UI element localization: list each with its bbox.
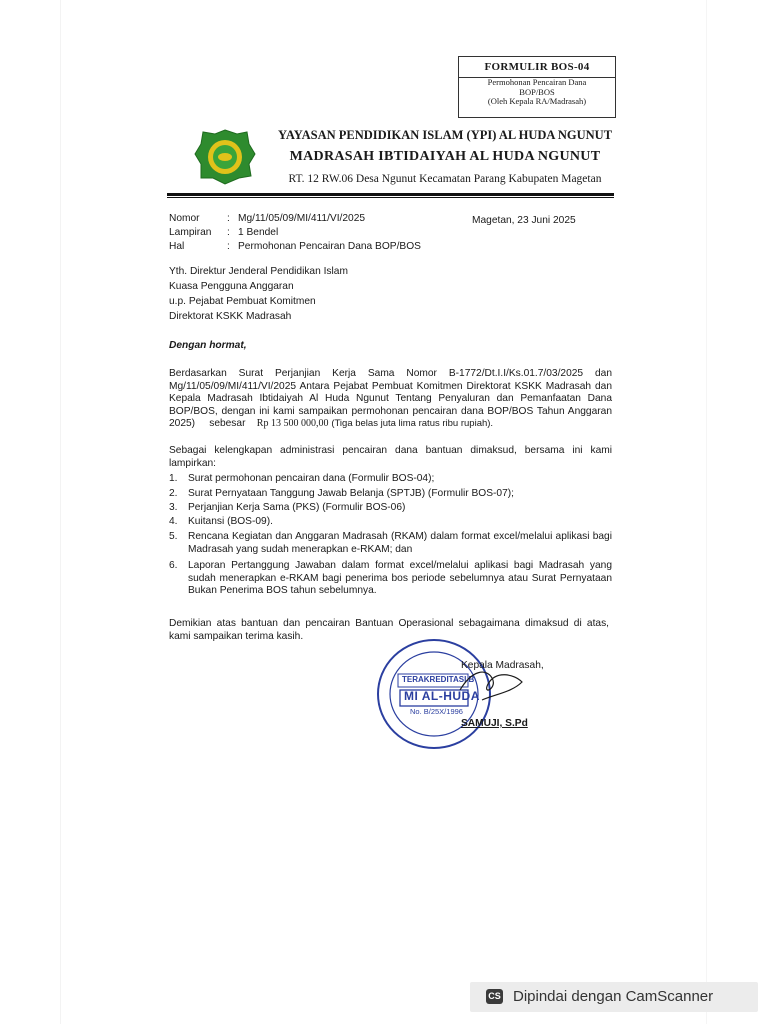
attachment-item: Perjanjian Kerja Sama (PKS) (Formulir BOS-06) [188,502,406,513]
attachment-number: 1. [169,473,178,484]
handwritten-signature [452,660,532,710]
letterhead-rule-thick [167,193,614,196]
fund-amount: Rp 13 500 000,00 [256,418,329,429]
form-desc-line-3: (Oleh Kepala RA/Madrasah) [487,96,587,106]
camscanner-watermark [470,982,758,1012]
greeting: Dengan hormat, [169,340,247,351]
form-code-box [458,56,616,118]
paragraph-agreement-tail: sebesar [209,418,246,429]
school-address: RT. 12 RW.06 Desa Ngunut Kecamatan Parang Kabupaten Magetan [288,173,602,185]
recipient-line-1: Yth. Direktur Jenderal Pendidikan Islam [169,266,348,277]
closing-paragraph: Demikian atas bantuan dan pencairan Bantuan Operasional sebagaimana dimaksud di atas, kami sampaikan terima kasih. [169,618,609,642]
scan-edge-right [706,0,707,1024]
attachment-item: Kuitansi (BOS-09). [188,516,273,527]
letter-date: Magetan, 23 Juni 2025 [472,215,576,226]
scan-edge-left [60,0,61,1024]
recipient-line-4: Direktorat KSKK Madrasah [169,311,292,322]
letterhead-rule-thin [167,197,614,198]
stamp-accredited-text: TERAKREDITASI B [402,675,475,684]
form-desc-line-1: Permohonan Pencairan Dana [487,77,587,87]
lampiran-colon: : [227,227,230,238]
attachment-number: 6. [169,560,178,571]
stamp-school-code: MI AL-HUDA [404,689,480,703]
school-name: MADRASAH IBTIDAIYAH AL HUDA NGUNUT [289,149,601,164]
attachment-number: 3. [169,502,178,513]
hal-value: Permohonan Pencairan Dana BOP/BOS [238,241,421,252]
nomor-value: Mg/11/05/09/MI/411/VI/2025 [238,213,366,224]
camscanner-text: Dipindai dengan CamScanner [513,988,714,1005]
paragraph-attachments: Sebagai kelengkapan administrasi pencairan dana bantuan dimaksud, bersama ini kami lampirkan: [169,445,612,469]
recipient-line-2: Kuasa Pengguna Anggaran [169,281,294,292]
attachment-item: Surat Pernyataan Tanggung Jawab Belanja (SPTJB) (Formulir BOS-07); [188,488,514,499]
attachment-number: 4. [169,516,178,527]
stamp-number: No. B/25X/1996 [410,707,463,716]
form-desc-line-2: BOP/BOS [519,86,555,97]
signatory-title: Kepala Madrasah, [461,660,544,671]
paragraph-agreement [169,368,612,431]
attachment-number: 5. [169,531,178,542]
attachment-number: 2. [169,488,178,499]
fund-amount-words: (Tiga belas juta lima ratus ribu rupiah). [331,418,494,429]
nomor-colon: : [227,213,230,224]
nomor-label: Nomor [169,213,200,224]
lampiran-label: Lampiran [169,227,212,238]
hal-label: Hal [169,241,185,252]
attachment-item: Laporan Pertanggung Jawaban dalam format excel/melalui aplikasi bagi Madrasah yang sudah menerapkan e-RKAM bagi penerima bos periode sebelumnya atau Surat Pernyataan Bukan Penerima BOS tahun sebelumnya. [188,560,612,596]
form-code-title: FORMULIR BOS-04 [484,61,590,73]
signatory-name: SAMUJI, S.Pd [461,718,528,729]
camscanner-icon: CS [486,989,503,1004]
hal-colon: : [227,241,230,252]
attachment-item: Rencana Kegiatan dan Anggaran Madrasah (RKAM) dalam format excel/melalui aplikasi bagi Madrasah yang sudah menerapkan e-RKAM; dan [188,531,612,555]
school-logo [193,128,257,186]
attachment-item: Surat permohonan pencairan dana (Formulir BOS-04); [188,473,435,484]
foundation-name: YAYASAN PENDIDIKAN ISLAM (YPI) AL HUDA NGUNUT [277,128,613,142]
lampiran-value: 1 Bendel [238,227,279,238]
recipient-line-3: u.p. Pejabat Pembuat Komitmen [169,296,316,307]
paragraph-agreement-text: Berdasarkan Surat Perjanjian Kerja Sama Nomor B-1772/Dt.I.I/Ks.01.7/03/2025 dan Mg/11/05/09/MI/411/VI/2025 Antara Pejabat Pembuat Komitmen Direktorat KSKK Madrasah dan Kepala Madrasah Ibtidaiyah Al Huda Ngunut Tentang Penyaluran dan Pemanfaatan Dana BOP/BOS, dengan ini kami sampaikan permohonan pencairan dana BOP/BOS Tahun Anggaran 2025) [169,368,612,429]
